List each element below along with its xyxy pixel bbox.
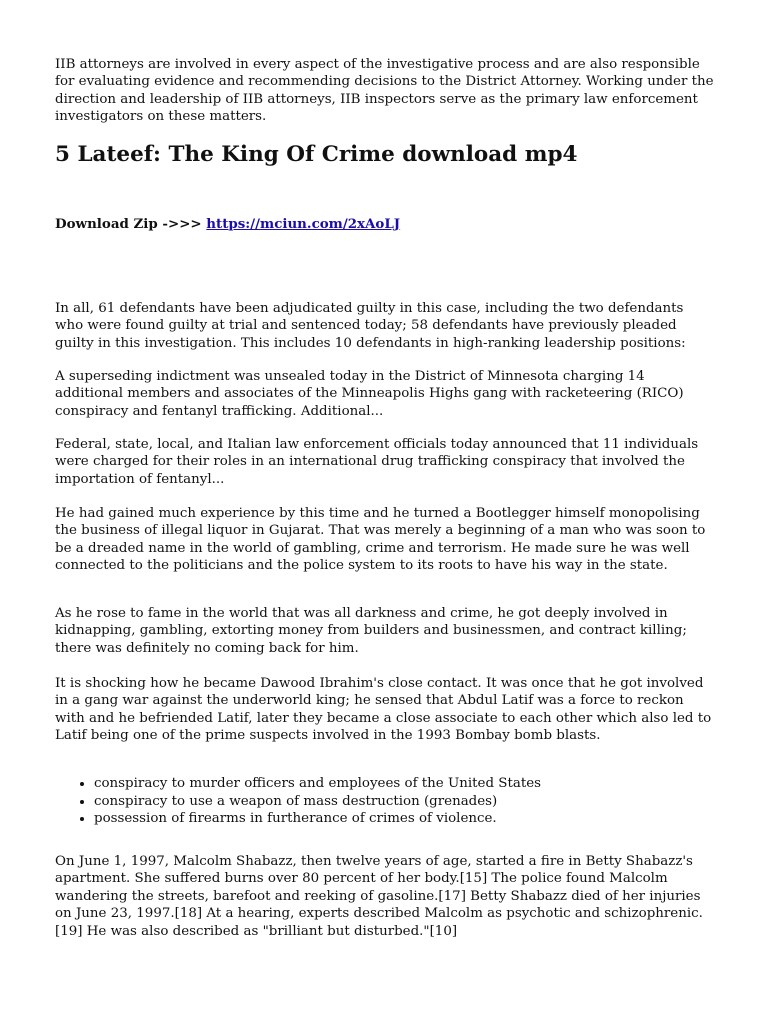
paragraph-malcolm: On June 1, 1997, Malcolm Shabazz, then twelve years of age, started a fire in Betty Shabazz's apartment. She suffered burns over 80 percent of her body.[15] The police found Malcolm wandering the streets, barefoot and reeking of gasoline.[17] Betty Shabazz died of her injuries on June 23, 1997.[18] At a hearing, experts described Malcolm as psychotic and schizophrenic.[19] He was also described as "brilliant but disturbed."[10] bbox=[55, 854, 703, 939]
paragraph-bootlegger: He had gained much experience by this time and he turned a Bootlegger himself monopolising the business of illegal liquor in Gujarat. That was merely a beginning of a man who was soon to be a dreaded name in the world of gambling, crime and terrorism. He made sure he was well connected to the politicians and the police system to its roots to have his way in the state. bbox=[55, 506, 706, 574]
list-item: • possession of firearms in furtherance of crimes of violence. bbox=[94, 810, 714, 828]
page-title: 5 Lateef: The King Of Crime download mp4 bbox=[55, 142, 578, 167]
download-link[interactable]: https://mciun.com/2xAoLJ bbox=[206, 216, 401, 232]
paragraph-dawood: It is shocking how he became Dawood Ibrahim's close contact. It was once that he got involved in a gang war against the underworld king; he sensed that Abdul Latif was a force to reckon with and he befriended Latif, later they became a close associate to each other which also led to Latif being one of the prime suspects involved in the 1993 Bombay bomb blasts. bbox=[55, 676, 712, 744]
paragraph-rise-to-fame: As he rose to fame in the world that was all darkness and crime, he got deeply involved in kidnapping, gambling, extorting money from builders and businessmen, and contract killing; there was definitely no coming back for him. bbox=[55, 606, 687, 656]
paragraph-fentanyl: Federal, state, local, and Italian law enforcement officials today announced that 11 individuals were charged for their roles in an international drug trafficking conspiracy that involved the importation of fentanyl... bbox=[55, 437, 699, 487]
paragraph-defendants: In all, 61 defendants have been adjudicated guilty in this case, including the two defendants who were found guilty at trial and sentenced today; 58 defendants have previously pleaded guilty in this investigation. This includes 10 defendants in high-ranking leadership positions: bbox=[55, 301, 686, 351]
paragraph-indictment: A superseding indictment was unsealed today in the District of Minnesota charging 14 additional members and associates of the Minneapolis Highs gang with racketeering (RICO) conspiracy and fentanyl trafficking. Additional... bbox=[55, 369, 684, 419]
list-item: • conspiracy to murder officers and employees of the United States bbox=[94, 775, 714, 793]
download-label: Download Zip ->>> bbox=[55, 216, 207, 232]
charges-list bbox=[55, 775, 714, 828]
download-line bbox=[55, 216, 400, 233]
intro-paragraph: IIB attorneys are involved in every aspect of the investigative process and are also responsible for evaluating evidence and recommending decisions to the District Attorney. Working under the direction and leadership of IIB attorneys, IIB inspectors serve as the primary law enforcement investigators on these matters. bbox=[55, 57, 714, 125]
list-item: • conspiracy to use a weapon of mass destruction (grenades) bbox=[94, 793, 714, 811]
